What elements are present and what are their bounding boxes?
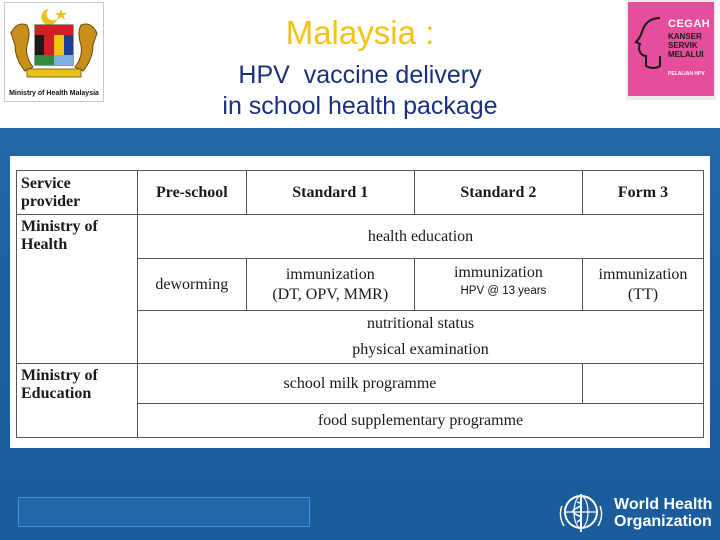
table-row	[17, 215, 704, 259]
std2-immunization-text: immunization	[453, 264, 543, 281]
cell-standard-2-immunization	[414, 259, 582, 311]
header-service-provider: Service provider	[17, 171, 138, 215]
std1-immunization-text: immunization	[285, 265, 375, 283]
nutritional-status-text: nutritional status	[366, 315, 475, 332]
header-standard-1: Standard 1	[246, 171, 414, 215]
cell-form-3-immunization	[582, 259, 703, 311]
who-line-1: World Health	[614, 496, 713, 513]
std1-vaccines-text: (DT, OPV, MMR)	[272, 285, 389, 303]
table-header-row	[17, 171, 704, 215]
form3-vaccines-text: (TT)	[627, 285, 659, 303]
campaign-line-1: CEGAH	[668, 18, 711, 30]
cell-school-milk: school milk programme	[137, 364, 582, 404]
cell-deworming: deworming	[137, 259, 246, 311]
header-standard-2: Standard 2	[414, 171, 582, 215]
page-subtitle	[0, 60, 720, 122]
cell-health-education: health education	[137, 215, 703, 259]
subtitle-line-2: in school health package	[222, 92, 498, 120]
table-panel	[10, 156, 710, 448]
school-health-table	[16, 170, 704, 438]
left-logo-caption: Ministry of Health Malaysia	[9, 90, 99, 97]
header	[0, 0, 720, 128]
cell-ministry-of-health: Ministry of Health	[17, 215, 138, 364]
cervical-cancer-campaign-logo	[626, 0, 716, 100]
who-logo	[552, 490, 716, 534]
cell-nutrition-physical	[137, 311, 703, 364]
cell-food-supplementary: food supplementary programme	[137, 404, 703, 438]
page-title: Malaysia :	[285, 14, 435, 51]
table-row	[17, 364, 704, 404]
cell-ministry-of-education: Ministry of Education	[17, 364, 138, 438]
footer-box	[18, 497, 310, 527]
header-pre-school: Pre-school	[137, 171, 246, 215]
cell-standard-1-immunization	[246, 259, 414, 311]
campaign-line-2: KANSER SERVIK MELALUI	[668, 32, 704, 59]
header-form-3: Form 3	[582, 171, 703, 215]
who-line-2: Organization	[614, 513, 712, 530]
hpv-age-note: HPV @ 13 years	[460, 285, 547, 297]
who-emblem-icon	[556, 490, 606, 534]
who-name	[614, 496, 712, 530]
campaign-line-3: PELALIAN HPV	[668, 71, 705, 77]
cell-empty	[582, 364, 703, 404]
woman-profile-icon	[630, 14, 670, 74]
physical-examination-text: physical examination	[352, 341, 489, 358]
subtitle-line-1: HPV vaccine delivery	[238, 61, 482, 89]
form3-immunization-text: immunization	[598, 265, 688, 283]
